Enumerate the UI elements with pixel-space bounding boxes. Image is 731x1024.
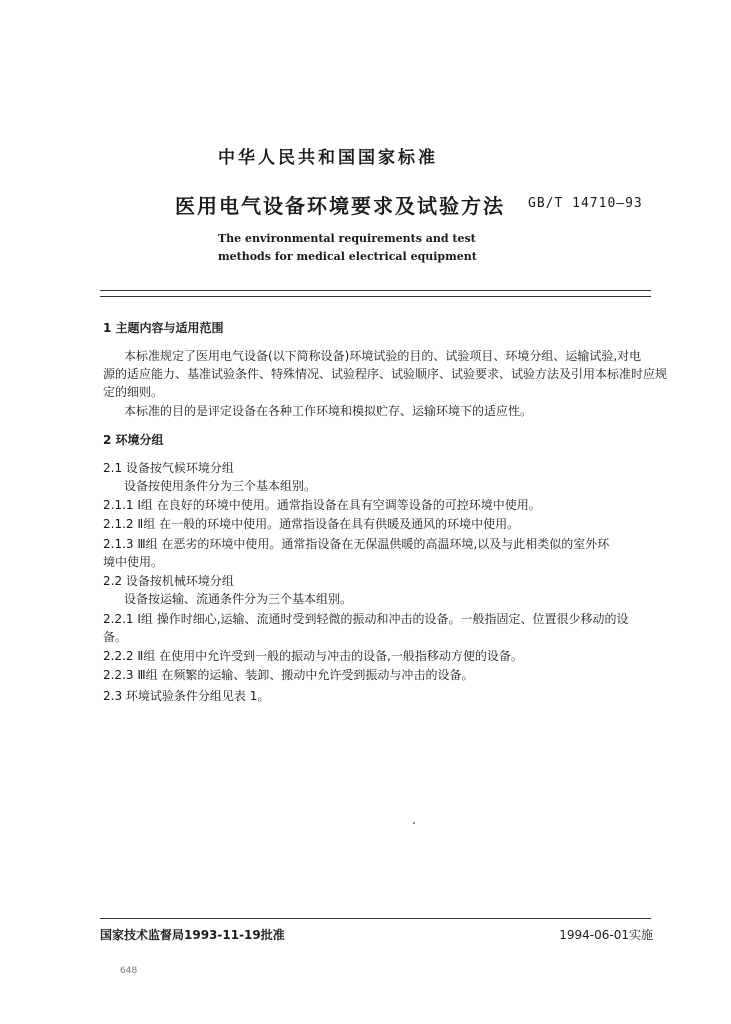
section-2-1-3-line-1: 2.1.3 Ⅲ组 在恶劣的环境中使用。通常指设备在无保温供暖的高温环境,以及与此相类似的室外环 [103, 537, 610, 551]
national-standard-heading: 中华人民共和国国家标准 [218, 148, 438, 168]
section-2-2-1-line-1: 2.2.1 Ⅰ组 操作时细心,运输、流通时受到轻微的振动和冲击的设备。一般指固定、位置很少移动的设 [103, 612, 629, 626]
section-2-2-intro: 设备按运输、流通条件分为三个基本组别。 [124, 592, 353, 606]
scan-speck [413, 822, 415, 824]
english-title-line-2: methods for medical electrical equipment [218, 250, 477, 263]
section-2-1-1: 2.1.1 Ⅰ组 在良好的环境中使用。通常指设备在具有空调等设备的可控环境中使用。 [103, 498, 541, 512]
english-title-line-1: The environmental requirements and test [218, 232, 476, 245]
section-1-heading: 1 主题内容与适用范围 [103, 321, 224, 335]
standard-code: GB/T 14710—93 [528, 196, 643, 211]
section-2-heading: 2 环境分组 [103, 433, 164, 447]
section-2-2-heading: 2.2 设备按机械环境分组 [103, 574, 234, 588]
page-number: 648 [120, 966, 138, 976]
section-1-paragraph-1-line-1: 本标准规定了医用电气设备(以下简称设备)环境试验的目的、试验项目、环境分组、运输试验,对电 [124, 349, 642, 363]
section-2-1-2: 2.1.2 Ⅱ组 在一般的环境中使用。通常指设备在具有供暖及通风的环境中使用。 [103, 517, 520, 531]
section-2-3: 2.3 环境试验条件分组见表 1。 [103, 689, 270, 703]
section-1-paragraph-2: 本标准的目的是评定设备在各种工作环境和模拟贮存、运输环境下的适应性。 [124, 404, 533, 418]
footer-divider [100, 918, 651, 919]
section-1-paragraph-1-line-2: 源的适应能力、基准试验条件、特殊情况、试验程序、试验顺序、试验要求、试验方法及引用本标准时应规 [103, 367, 668, 381]
header-divider-bottom [100, 296, 651, 297]
section-2-1-heading: 2.1 设备按气候环境分组 [103, 461, 234, 475]
section-2-1-3-line-2: 境中使用。 [103, 555, 164, 569]
section-2-2-2: 2.2.2 Ⅱ组 在使用中允许受到一般的振动与冲击的设备,一般指移动方便的设备。 [103, 649, 523, 663]
section-2-2-1-line-2: 备。 [103, 630, 128, 644]
section-2-2-3: 2.2.3 Ⅲ组 在频繁的运输、装卸、搬动中允许受到振动与冲击的设备。 [103, 668, 474, 682]
approval-date: 国家技术监督局1993-11-19批准 [100, 928, 285, 942]
document-title: 医用电气设备环境要求及试验方法 [175, 194, 505, 218]
header-divider-top [100, 290, 651, 291]
effective-date: 1994-06-01实施 [559, 928, 653, 942]
section-2-1-intro: 设备按使用条件分为三个基本组别。 [124, 479, 317, 493]
section-1-paragraph-1-line-3: 定的细则。 [103, 385, 164, 399]
